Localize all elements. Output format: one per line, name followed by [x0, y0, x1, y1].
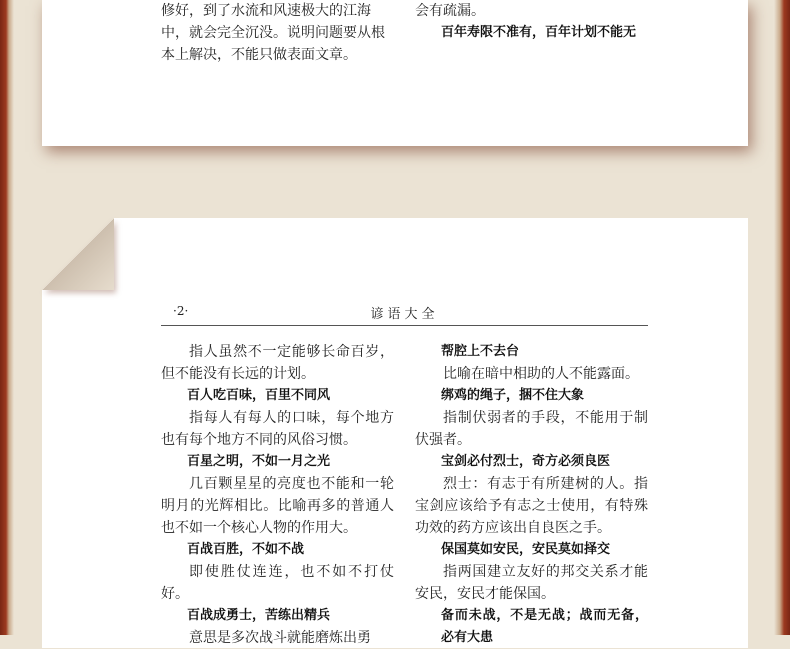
bottom-left-column — [161, 341, 394, 649]
bottom-right-column — [415, 341, 648, 649]
proverb-explanation: 比喻在暗中相助的人不能露面。 — [443, 366, 639, 382]
book-title: 谚语大全 — [370, 307, 439, 322]
proverb-explanation: 指人虽然不一定能够长命百岁，但不能没有长远的计划。 — [161, 344, 394, 382]
proverb-explanation: 烈士：有志于有所建树的人。指宝剑应该给予有志之士使用，有特殊功效的药方应该出自良医之手。 — [415, 476, 648, 536]
proverb-heading: 帮腔上不去台 — [441, 344, 520, 359]
proverb-heading: 备而未战，不是无战；战而无备，必有大患 — [441, 608, 648, 645]
proverb-heading: 百战成勇士，苦练出精兵 — [187, 608, 331, 623]
proverb-heading: 宝剑必付烈士，奇方必须良医 — [441, 454, 611, 469]
proverb-explanation: 指两国建立友好的邦交关系才能安民，安民才能保国。 — [415, 564, 648, 602]
running-header — [161, 302, 648, 326]
proverb-explanation: 意思是多次战斗就能磨炼出勇 — [189, 630, 371, 646]
page-number: ·2· — [173, 304, 189, 318]
right-border — [774, 0, 790, 635]
proverb-explanation: 指制伏弱者的手段，不能用于制伏强者。 — [415, 410, 648, 448]
proverb-heading: 绑鸡的绳子，捆不住大象 — [441, 388, 585, 403]
proverb-explanation: 会有疏漏。 — [415, 3, 485, 19]
proverb-heading: 百年寿限不准有，百年计划不能无 — [441, 25, 637, 40]
proverb-explanation: 几百颗星星的亮度也不能和一轮明月的光辉相比。比喻再多的普通人也不如一个核心人物的作用大。 — [161, 476, 394, 536]
proverb-explanation: 指每人有每人的口味，每个地方也有每个地方不同的风俗习惯。 — [161, 410, 394, 448]
proverb-explanation: 修好，到了水流和风速极大的江海 — [161, 3, 371, 19]
proverb-heading: 百星之明，不如一月之光 — [187, 454, 331, 469]
left-border — [0, 0, 14, 635]
proverb-heading: 百战百胜，不如不战 — [187, 542, 305, 557]
proverb-heading: 保国莫如安民，安民莫如择交 — [441, 542, 611, 557]
top-left-column — [161, 0, 394, 66]
page-corner-fold — [42, 218, 114, 290]
proverb-explanation: 中，就会完全沉没。说明问题要从根 — [161, 25, 385, 41]
proverb-explanation: 本上解决，不能只做表面文章。 — [161, 47, 357, 63]
top-right-column — [415, 0, 648, 44]
proverb-explanation: 即使胜仗连连，也不如不打仗好。 — [161, 564, 394, 602]
proverb-heading: 百人吃百味，百里不同风 — [187, 388, 331, 403]
